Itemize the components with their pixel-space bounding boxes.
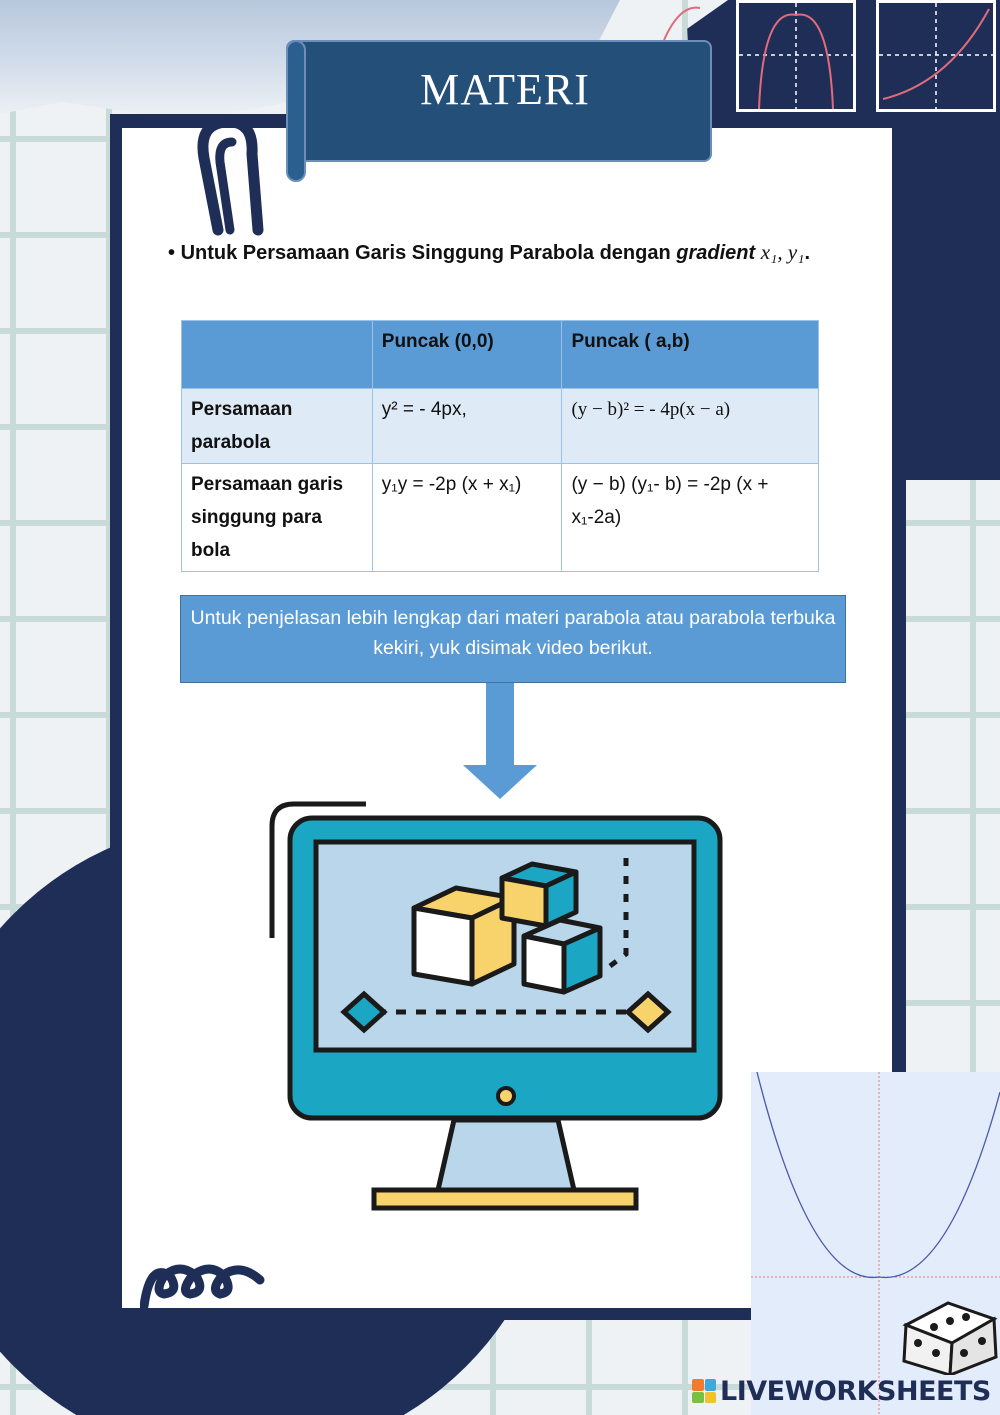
dice-icon <box>898 1285 1000 1375</box>
table-cell: y² = - 4px, <box>372 389 562 464</box>
parabola-equation-table <box>181 320 819 572</box>
down-arrow-icon <box>463 683 537 801</box>
heading-text: Untuk Persamaan Garis Singgung Parabola dengan <box>180 242 677 264</box>
page-title: MATERI <box>420 65 590 114</box>
brand-name: LIVEWORKSHEETS <box>720 1375 991 1407</box>
table-row <box>182 464 819 572</box>
computer-monitor-illustration <box>266 798 726 1218</box>
table-header-row <box>182 321 819 389</box>
table-header-cell: Puncak (0,0) <box>372 321 562 389</box>
liveworksheets-logo-icon <box>692 1379 716 1403</box>
heading-math: x₁, y₁ <box>760 240 805 264</box>
table-header-cell <box>182 321 373 389</box>
table-header-cell: Puncak ( a,b) <box>562 321 819 389</box>
graph-thumbnail-parabola <box>736 0 856 112</box>
swirl-decoration <box>140 1262 270 1312</box>
table-row-label: Persamaan parabola <box>182 389 373 464</box>
heading-end: . <box>804 242 811 264</box>
table-cell: (y − b) (y₁- b) = -2p (x + x₁-2a) <box>562 464 819 572</box>
table-row-label: Persamaan garis singgung para bola <box>182 464 373 572</box>
section-heading <box>168 240 888 265</box>
graph-thumbnail-partial <box>660 0 720 40</box>
heading-bullet: • <box>168 242 176 264</box>
liveworksheets-brand <box>692 1374 991 1408</box>
heading-italic: gradient <box>676 242 756 264</box>
graph-thumbnail-curve <box>876 0 996 112</box>
paperclip-icon <box>196 118 268 238</box>
table-row <box>182 389 819 464</box>
table-cell: y₁y = -2p (x + x₁) <box>372 464 562 572</box>
video-info-box: Untuk penjelasan lebih lengkap dari materi parabola atau parabola terbuka kekiri, yuk disimak video berikut. <box>180 595 846 683</box>
table-cell: (y − b)² = - 4p(x − a) <box>562 389 819 464</box>
